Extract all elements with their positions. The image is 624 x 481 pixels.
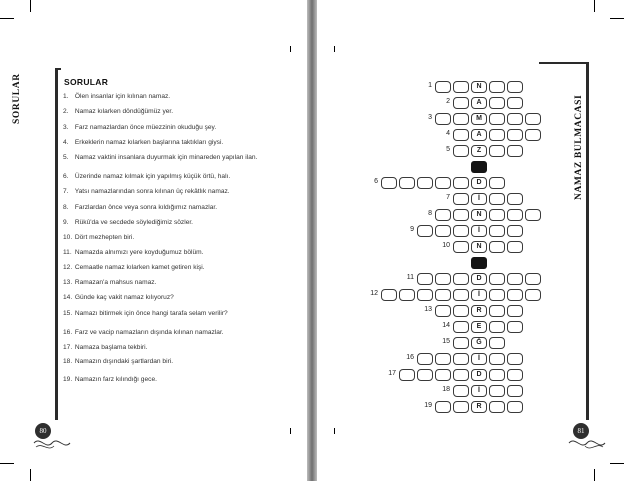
answer-cell[interactable] (507, 401, 523, 413)
answer-cell[interactable] (417, 273, 433, 285)
question-item (63, 358, 283, 367)
answer-cell[interactable] (489, 193, 505, 205)
crop-mark (30, 0, 31, 12)
answer-cell[interactable] (381, 177, 397, 189)
crop-mark (0, 18, 14, 19)
answer-cell[interactable] (399, 177, 415, 189)
key-letter-cell: R (471, 305, 487, 317)
answer-cell[interactable] (417, 225, 433, 237)
question-text: Ramazan'a mahsus namaz. (74, 279, 157, 286)
key-letter-cell: İ (471, 225, 487, 237)
question-text: Ölen insanlar için kılınan namaz. (74, 93, 171, 100)
answer-cell[interactable] (507, 385, 523, 397)
left-corner-ornament (32, 434, 72, 452)
answer-cell[interactable] (525, 113, 541, 125)
answer-cell[interactable] (435, 113, 451, 125)
right-top-rule (539, 62, 588, 64)
key-letter-cell: İ (471, 289, 487, 301)
answer-cell[interactable] (453, 401, 469, 413)
answer-cell[interactable] (489, 177, 505, 189)
black-square (471, 161, 487, 173)
answer-cell[interactable] (435, 305, 451, 317)
key-letter-cell: M (471, 113, 487, 125)
question-item (63, 264, 283, 273)
clue-number: 16 (406, 354, 414, 361)
key-letter-cell: D (471, 273, 487, 285)
book-gutter (307, 0, 317, 481)
answer-cell[interactable] (489, 145, 505, 157)
question-number: 14. (63, 294, 73, 301)
left-side-bar (55, 68, 58, 420)
answer-cell[interactable] (489, 289, 505, 301)
clue-number: 12 (370, 290, 378, 297)
answer-cell[interactable] (489, 225, 505, 237)
clue-number: 13 (424, 306, 432, 313)
question-number: 11. (63, 249, 72, 256)
answer-cell[interactable] (435, 81, 451, 93)
question-item (63, 294, 283, 303)
clue-number: 14 (442, 322, 450, 329)
question-item (63, 310, 283, 319)
answer-cell[interactable] (507, 81, 523, 93)
answer-cell[interactable] (525, 273, 541, 285)
answer-cell[interactable] (399, 369, 415, 381)
clue-number: 19 (424, 402, 432, 409)
crop-mark (334, 46, 335, 52)
questions-heading: SORULAR (64, 77, 109, 87)
answer-cell[interactable] (453, 321, 469, 333)
question-number: 1. (63, 93, 69, 100)
answer-cell[interactable] (507, 369, 523, 381)
answer-cell[interactable] (507, 225, 523, 237)
answer-cell[interactable] (453, 305, 469, 317)
question-item (63, 139, 283, 148)
question-number: 7. (63, 188, 69, 195)
answer-cell[interactable] (453, 289, 469, 301)
question-text: Namazın dışındaki şartlardan biri. (74, 358, 174, 365)
answer-cell[interactable] (453, 385, 469, 397)
key-letter-cell: N (471, 81, 487, 93)
question-text: Üzerinde namaz kılmak için yapılmış küçük örtü, halı. (74, 173, 231, 180)
answer-cell[interactable] (489, 321, 505, 333)
question-item (63, 329, 283, 338)
answer-cell[interactable] (435, 225, 451, 237)
question-number: 18. (63, 358, 73, 365)
left-top-rule (55, 68, 61, 70)
clue-number: 4 (446, 130, 450, 137)
answer-cell[interactable] (435, 177, 451, 189)
question-item (63, 234, 283, 243)
answer-cell[interactable] (489, 385, 505, 397)
question-number: 16. (63, 329, 73, 336)
answer-cell[interactable] (489, 353, 505, 365)
crop-mark (30, 469, 31, 481)
answer-cell[interactable] (489, 209, 505, 221)
answer-cell[interactable] (489, 129, 505, 141)
black-square (471, 257, 487, 269)
answer-cell[interactable] (507, 305, 523, 317)
answer-cell[interactable] (435, 369, 451, 381)
answer-cell[interactable] (507, 113, 523, 125)
key-letter-cell: Z (471, 145, 487, 157)
answer-cell[interactable] (489, 81, 505, 93)
clue-number: 9 (410, 226, 414, 233)
answer-cell[interactable] (453, 97, 469, 109)
answer-cell[interactable] (489, 113, 505, 125)
answer-cell[interactable] (507, 241, 523, 253)
key-letter-cell: N (471, 241, 487, 253)
answer-cell[interactable] (507, 129, 523, 141)
question-text: Farz ve vacip namazların dışında kılınan namazlar. (74, 329, 224, 336)
question-text: Farz namazlardan önce müezzinin okuduğu şey. (74, 124, 217, 131)
answer-cell[interactable] (453, 81, 469, 93)
question-text: Farzlardan önce veya sonra kıldığımız namazlar. (74, 204, 218, 211)
question-item (63, 219, 283, 228)
question-number: 19. (63, 376, 73, 383)
crop-mark (0, 463, 14, 464)
answer-cell[interactable] (507, 321, 523, 333)
question-number: 3. (63, 124, 69, 131)
answer-cell[interactable] (453, 369, 469, 381)
clue-number: 11 (406, 274, 414, 281)
question-text: Günde kaç vakit namaz kılıyoruz? (74, 294, 174, 301)
question-text: Erkeklerin namaz kılarken başlarına taktıkları giysi. (74, 139, 224, 146)
answer-cell[interactable] (381, 289, 397, 301)
answer-cell[interactable] (489, 401, 505, 413)
answer-cell[interactable] (417, 353, 433, 365)
answer-cell[interactable] (507, 145, 523, 157)
right-side-bar (586, 62, 589, 420)
clue-number: 6 (374, 178, 378, 185)
right-page-number: 81 (573, 423, 589, 439)
key-letter-cell: N (471, 209, 487, 221)
answer-cell[interactable] (507, 209, 523, 221)
crop-mark (290, 46, 291, 52)
answer-cell[interactable] (453, 113, 469, 125)
answer-cell[interactable] (453, 209, 469, 221)
question-item (63, 279, 283, 288)
clue-number: 7 (446, 194, 450, 201)
question-item (63, 188, 283, 197)
clue-number: 8 (428, 210, 432, 217)
clue-number: 10 (442, 242, 450, 249)
answer-cell[interactable] (525, 209, 541, 221)
clue-number: 5 (446, 146, 450, 153)
question-number: 15. (63, 310, 73, 317)
key-letter-cell: İ (471, 193, 487, 205)
left-page-number: 80 (35, 423, 51, 439)
key-letter-cell: A (471, 129, 487, 141)
answer-cell[interactable] (507, 193, 523, 205)
crop-mark (610, 463, 624, 464)
answer-cell[interactable] (453, 193, 469, 205)
answer-cell[interactable] (435, 289, 451, 301)
question-text: Namaza başlama tekbiri. (74, 344, 148, 351)
clue-number: 17 (388, 370, 396, 377)
question-number: 12. (63, 264, 73, 271)
crop-mark (290, 428, 291, 434)
answer-cell[interactable] (489, 273, 505, 285)
crop-mark (334, 428, 335, 434)
answer-cell[interactable] (525, 129, 541, 141)
question-item (63, 93, 283, 102)
question-item (63, 204, 283, 213)
question-text: Namazı bitirmek için önce hangi tarafa selam verilir? (74, 310, 228, 317)
clue-number: 3 (428, 114, 432, 121)
question-item (63, 249, 283, 258)
question-text: Namaz vaktini insanlara duyurmak için minareden yapılan ilan. (74, 154, 258, 161)
question-number: 5. (63, 154, 69, 161)
key-letter-cell: E (471, 321, 487, 333)
question-item (63, 173, 283, 182)
answer-cell[interactable] (453, 145, 469, 157)
right-corner-ornament (567, 434, 607, 452)
question-text: Rükû'da ve secdede söylediğimiz sözler. (74, 219, 194, 226)
answer-cell[interactable] (489, 305, 505, 317)
key-letter-cell: R (471, 401, 487, 413)
question-number: 4. (63, 139, 69, 146)
question-item (63, 344, 283, 353)
key-letter-cell: D (471, 177, 487, 189)
question-number: 9. (63, 219, 69, 226)
answer-cell[interactable] (489, 241, 505, 253)
answer-cell[interactable] (435, 353, 451, 365)
question-number: 10. (63, 234, 73, 241)
left-page (0, 0, 307, 481)
clue-number: 2 (446, 98, 450, 105)
question-text: Namazın farz kılındığı gece. (74, 376, 157, 383)
answer-cell[interactable] (453, 225, 469, 237)
answer-cell[interactable] (417, 177, 433, 189)
clue-number: 15 (442, 338, 450, 345)
clue-number: 18 (442, 386, 450, 393)
question-number: 6. (63, 173, 69, 180)
key-letter-cell: İ (471, 353, 487, 365)
question-item (63, 154, 283, 163)
answer-cell[interactable] (453, 129, 469, 141)
answer-cell[interactable] (453, 241, 469, 253)
right-page (317, 0, 624, 481)
answer-cell[interactable] (507, 353, 523, 365)
answer-cell[interactable] (399, 289, 415, 301)
question-item (63, 124, 283, 133)
question-item (63, 376, 283, 385)
right-side-title: NAMAZ BULMACASI (574, 94, 584, 200)
crop-mark (610, 18, 624, 19)
question-number: 2. (63, 108, 69, 115)
question-text: Yatsı namazlarından sonra kılınan üç rekâtlık namaz. (74, 188, 230, 195)
answer-cell[interactable] (417, 289, 433, 301)
key-letter-cell: A (471, 97, 487, 109)
answer-cell[interactable] (453, 353, 469, 365)
question-text: Cemaatle namaz kılarken kamet getiren kişi. (74, 264, 205, 271)
answer-cell[interactable] (453, 273, 469, 285)
key-letter-cell: Ğ (471, 337, 487, 349)
answer-cell[interactable] (489, 97, 505, 109)
answer-cell[interactable] (489, 369, 505, 381)
left-side-title: SORULAR (12, 73, 22, 124)
answer-cell[interactable] (489, 337, 505, 349)
crop-mark (594, 0, 595, 12)
question-number: 17. (63, 344, 73, 351)
key-letter-cell: D (471, 369, 487, 381)
answer-cell[interactable] (525, 289, 541, 301)
answer-cell[interactable] (435, 209, 451, 221)
question-text: Namazda alnımızı yere koyduğumuz bölüm. (74, 249, 204, 256)
answer-cell[interactable] (507, 97, 523, 109)
answer-cell[interactable] (435, 401, 451, 413)
question-text: Namaz kılarken döndüğümüz yer. (74, 108, 174, 115)
question-number: 13. (63, 279, 73, 286)
answer-cell[interactable] (453, 177, 469, 189)
question-text: Dört mezhepten biri. (74, 234, 135, 241)
clue-number: 1 (428, 82, 432, 89)
answer-cell[interactable] (507, 289, 523, 301)
question-number: 8. (63, 204, 69, 211)
answer-cell[interactable] (435, 273, 451, 285)
question-item (63, 108, 283, 117)
answer-cell[interactable] (507, 273, 523, 285)
answer-cell[interactable] (453, 337, 469, 349)
crop-mark (594, 469, 595, 481)
answer-cell[interactable] (417, 369, 433, 381)
key-letter-cell: İ (471, 385, 487, 397)
